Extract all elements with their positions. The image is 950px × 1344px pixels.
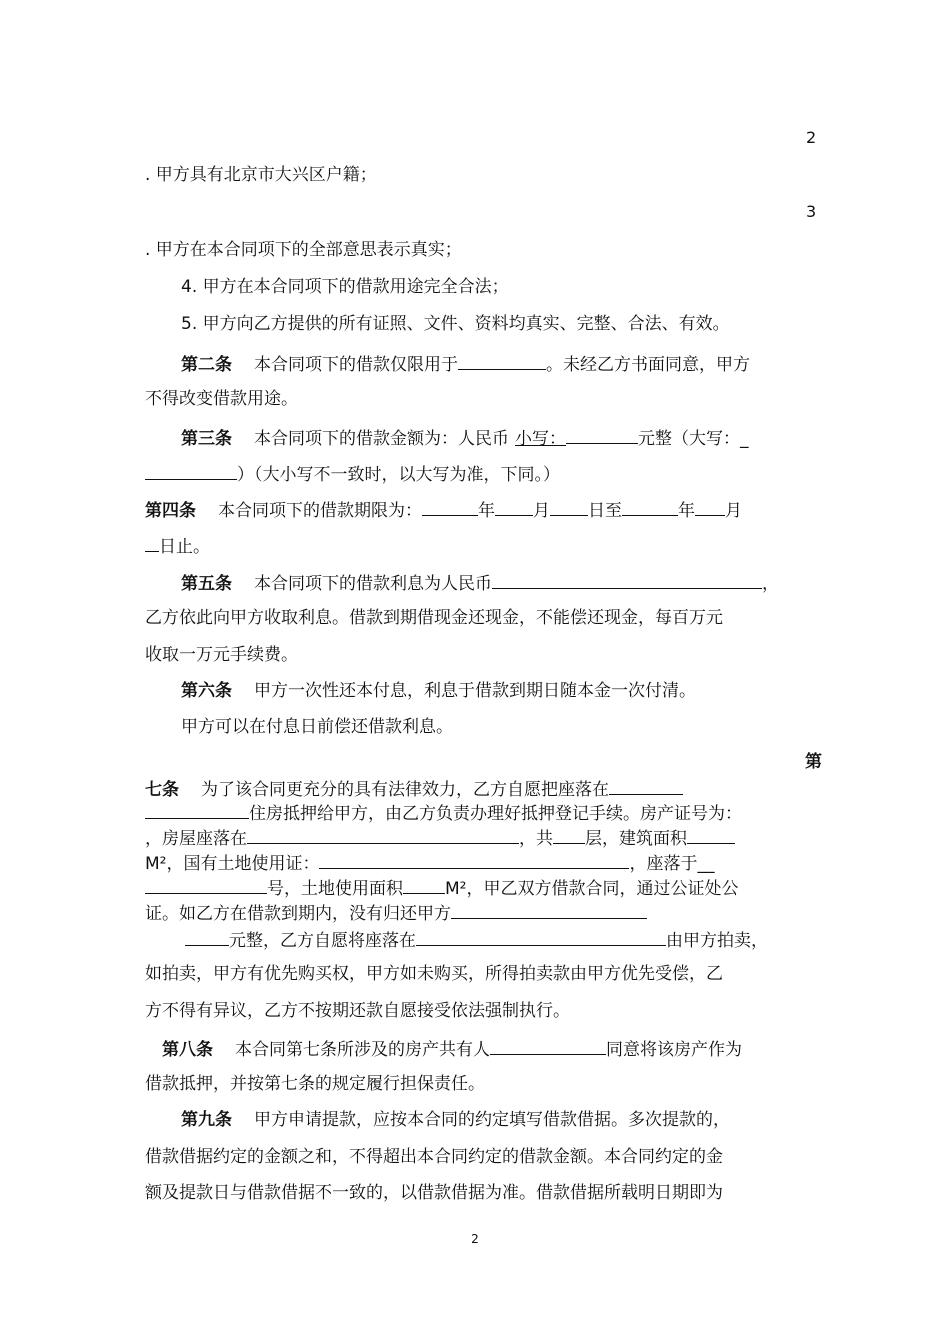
text: 同意将该房产作为 [606,1040,742,1060]
blank-field [416,926,666,946]
article-2-line [181,350,750,377]
paragraph-line: 如拍卖，甲方有优先购买权，甲方如未购买，所得拍卖款由甲方优先受偿，乙 [145,964,723,984]
blank-field [185,926,229,946]
article-title: 七条 [145,780,179,800]
text: 日至 [588,501,622,521]
article-7-line-3 [145,824,735,851]
blank-field [553,824,585,844]
blank-field [403,874,445,894]
blank-field [695,496,725,516]
text: ，房屋座落在 [145,829,247,849]
text: ， [762,574,779,594]
text: ，座落于 [629,854,698,874]
paragraph-line: 4. 甲方在本合同项下的借款用途完全合法； [181,277,509,297]
list-number: 2 [806,128,817,147]
text: 日止。 [159,537,210,557]
text: 元整，乙方自愿将座落在 [229,931,416,951]
blank-field [145,874,267,894]
text: 本合同项下的借款仅限用于 [254,355,458,375]
blank-field [451,899,647,919]
paragraph-line: 甲方可以在付息日前偿还借款利息。 [181,717,453,737]
article-title: 第五条 [181,574,232,594]
blank-field [687,824,735,844]
text: M²，甲乙双方借款合同，通过公证处公 [445,879,739,899]
paragraph-line: 收取一万元手续费。 [145,645,298,665]
text: 住房抵押给甲方，由乙方负责办理好抵押登记手续。房产证号为： [249,804,742,824]
text: 年 [478,501,495,521]
article-3-line-2 [145,460,560,487]
article-7-prefix [805,750,822,774]
page-number: 2 [471,1232,479,1246]
paragraph-line: . 甲方在本合同项下的全部意思表示真实； [145,240,462,260]
text: 甲方一次性还本付息，利息于借款到期日随本金一次付清。 [254,681,696,701]
article-3-line [181,424,749,451]
text: 甲方申请提款，应按本合同的约定填写借款借据。多次提款的， [254,1110,730,1130]
blank-field [145,532,159,552]
text: 为了该合同更充分的具有法律效力，乙方自愿把座落在 [201,780,609,800]
text: 本合同项下的借款金额为：人民币 [254,429,509,449]
text: ）（大小写不一致时，以大写为准，下同。） [237,465,560,485]
text: 月 [533,501,550,521]
article-7-line-4 [145,849,714,876]
blank-field [495,496,533,516]
list-number: 3 [806,202,817,221]
article-title: 第八条 [162,1040,213,1060]
article-4-line [145,496,742,523]
article-7-line-7 [185,926,768,953]
article-9-line [181,1108,730,1132]
text: 号，土地使用面积 [267,879,403,899]
blank-field [566,424,638,444]
blank-field [422,496,478,516]
article-5-line [181,569,779,596]
article-7-line [145,775,683,802]
article-8-line [162,1035,742,1062]
blank-field [145,460,237,480]
text: 元整（大写：_ [638,429,749,449]
article-7-line-5 [145,874,738,901]
text: 层，建筑面积 [585,829,687,849]
article-7-line-2 [145,799,742,826]
text: 本合同项下的借款利息为人民币 [254,574,492,594]
blank-field [492,569,762,589]
text: ，共 [519,829,553,849]
blank-field [458,350,546,370]
paragraph-line: 借款借据约定的金额之和，不得超出本合同约定的借款金额。本合同约定的金 [145,1147,723,1167]
paragraph-line: 额及提款日与借款借据不一致的，以借款借据为准。借款借据所载明日期即为 [145,1183,723,1203]
article-4-line-2 [145,532,210,559]
text: 证。如乙方在借款到期内，没有归还甲方 [145,904,451,924]
text: 。未经乙方书面同意，甲方 [546,355,750,375]
article-title: 第 [805,752,822,772]
paragraph-line: 乙方依此向甲方收取利息。借款到期借现金还现金，不能偿还现金，每百万元 [145,608,723,628]
small-amount-label: 小写： [515,429,566,449]
paragraph-line: 5. 甲方向乙方提供的所有证照、文件、资料均真实、完整、合法、有效。 [181,314,730,334]
text: __ [697,854,715,874]
blank-field [319,849,629,869]
text: 由甲方拍卖， [666,931,768,951]
text: 本合同第七条所涉及的房产共有人 [235,1040,490,1060]
text: 本合同项下的借款期限为： [218,501,422,521]
text: 年 [678,501,695,521]
blank-field [609,775,683,795]
article-title: 第九条 [181,1110,232,1130]
paragraph-line: 不得改变借款用途。 [145,389,298,409]
paragraph-line: 借款抵押，并按第七条的规定履行担保责任。 [145,1074,485,1094]
article-title: 第二条 [181,355,232,375]
paragraph-line: 方不得有异议，乙方不按期还款自愿接受依法强制执行。 [145,1001,570,1021]
paragraph-line: . 甲方具有北京市大兴区户籍； [145,165,377,185]
text: 月 [725,501,742,521]
blank-field [247,824,519,844]
article-title: 第四条 [145,501,196,521]
text: M²，国有土地使用证： [145,854,320,874]
blank-field [145,799,249,819]
blank-field [490,1035,606,1055]
article-title: 第六条 [181,681,232,701]
article-title: 第三条 [181,429,232,449]
article-7-line-6 [145,899,647,926]
blank-field [622,496,678,516]
article-6-line [181,679,696,703]
blank-field [550,496,588,516]
